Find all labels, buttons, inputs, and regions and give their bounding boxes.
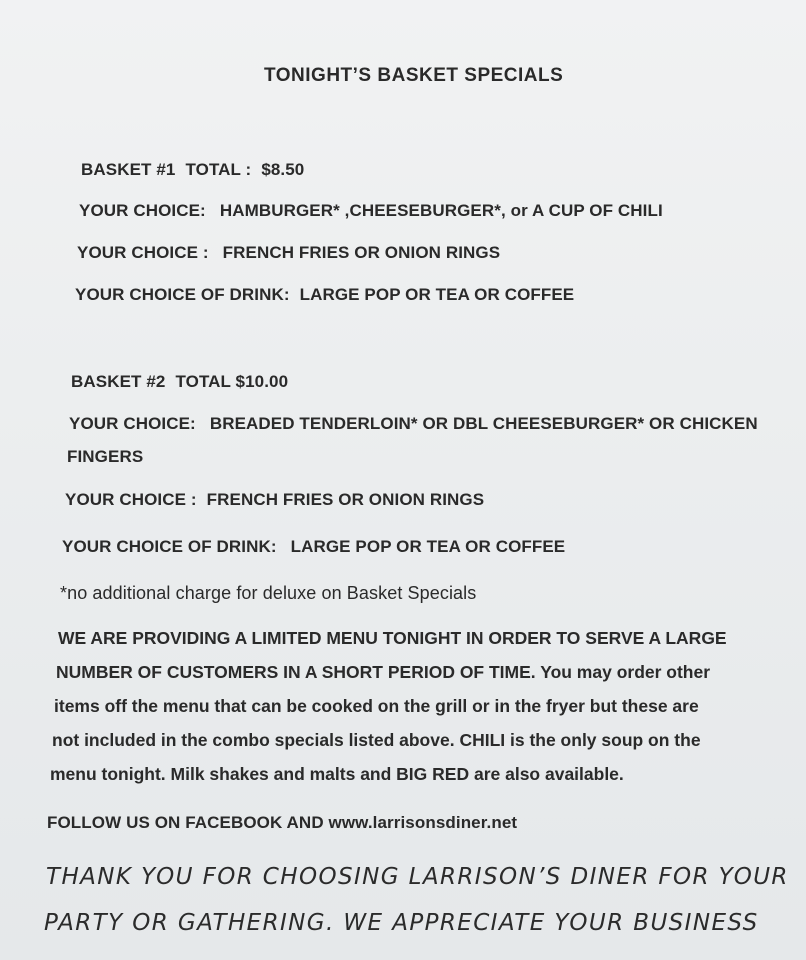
thank-you-line-2: PARTY OR GATHERING. WE APPRECIATE YOUR BUSINESS — [44, 910, 759, 936]
deluxe-footnote: *no additional charge for deluxe on Basket Specials — [60, 583, 477, 603]
basket2-drink-label: YOUR CHOICE OF DRINK: — [62, 537, 277, 556]
notice-line: items off the menu that can be cooked on the grill or in the fryer but these are — [54, 696, 699, 716]
basket2-header — [71, 372, 288, 392]
basket2-drink-value: LARGE POP OR TEA OR COFFEE — [290, 537, 566, 556]
basket1-name: BASKET #1 — [81, 160, 176, 179]
basket1-drink-label: YOUR CHOICE OF DRINK: — [75, 285, 290, 304]
basket1-total-label: TOTAL : — [185, 160, 252, 179]
basket2-choice2 — [65, 490, 484, 510]
notice-line: not included in the combo specials listed above. CHILI is the only soup on the — [52, 730, 701, 750]
thank-you-line-1: THANK YOU FOR CHOOSING LARRISON’S DINER FOR YOUR — [46, 864, 789, 890]
notice-line: NUMBER OF CUSTOMERS IN A SHORT PERIOD OF TIME. You may order other — [56, 662, 711, 682]
basket2-choice2-value: FRENCH FRIES OR ONION RINGS — [206, 490, 485, 509]
basket1-price: $8.50 — [261, 160, 305, 179]
basket2-choice1-value: BREADED TENDERLOIN* OR DBL CHEESEBURGER* OR CHICKEN — [209, 414, 758, 433]
basket1-choice1 — [79, 201, 663, 221]
notice-line: WE ARE PROVIDING A LIMITED MENU TONIGHT IN ORDER TO SERVE A LARGE — [58, 628, 727, 648]
basket2-name: BASKET #2 — [71, 372, 166, 391]
basket2-total: TOTAL $10.00 — [175, 372, 289, 391]
basket1-header — [81, 160, 304, 180]
page-title: TONIGHT’S BASKET SPECIALS — [264, 65, 564, 86]
notice-line: menu tonight. Milk shakes and malts and BIG RED are also available. — [50, 764, 624, 784]
basket2-choice2-label: YOUR CHOICE : — [65, 490, 197, 509]
follow-us: FOLLOW US ON FACEBOOK AND www.larrisonsdiner.net — [47, 813, 518, 832]
basket1-choice1-value: HAMBURGER* ,CHEESEBURGER*, or A CUP OF CHILI — [219, 201, 663, 220]
basket2-drink — [62, 537, 565, 557]
basket2-choice1-continued: FINGERS — [67, 447, 144, 466]
limited-menu-notice — [52, 621, 804, 791]
basket2-choice1-label: YOUR CHOICE: — [69, 414, 196, 433]
basket2-choice1 — [69, 414, 758, 434]
basket1-choice1-label: YOUR CHOICE: — [79, 201, 206, 220]
basket1-choice2-value: FRENCH FRIES OR ONION RINGS — [222, 243, 501, 262]
basket1-choice2 — [77, 243, 500, 263]
basket1-choice2-label: YOUR CHOICE : — [77, 243, 209, 262]
basket1-drink-value: LARGE POP OR TEA OR COFFEE — [299, 285, 575, 304]
basket1-drink — [75, 285, 574, 305]
